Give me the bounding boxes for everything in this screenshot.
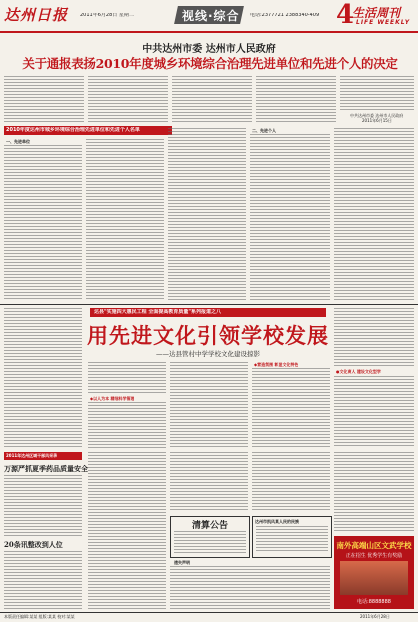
- phone-line: 电话:2377721 2388340-409: [250, 13, 320, 18]
- list-col-1: [4, 145, 82, 300]
- weekly-number: 4: [336, 0, 355, 30]
- left-lead-col: [4, 308, 82, 448]
- left-banner-text: 2011年达州区域干部风采录: [6, 453, 58, 458]
- feature-right-col: [334, 308, 414, 366]
- notice-2-body: [256, 526, 328, 553]
- notice-headline: 关于通报表扬2010年度城乡环境综合治理先进单位和先进个人的决定: [22, 56, 398, 71]
- feature-headline: 用先进文化引领学校发展: [87, 323, 329, 348]
- feature-body-col-2: [170, 362, 248, 448]
- feature-subtitle: ——达县管村中学学校文化建设掠影: [156, 350, 260, 358]
- feature-side-head-2: ◆营造氛围 彰显文化特色: [254, 362, 299, 367]
- weekly-en: LIFE WEEKLY: [356, 19, 411, 26]
- section-tag-label: 视线·综合: [182, 9, 240, 23]
- list-col-4: [250, 134, 330, 300]
- notice-intro-col-4: [256, 76, 336, 122]
- notice-kicker: 中共达州市委 达州市人民政府: [142, 44, 276, 55]
- footer-rule: [0, 612, 418, 613]
- notice-intro-col-3: [172, 76, 252, 122]
- list-col-5: [334, 128, 414, 300]
- lower-col-3: [252, 452, 330, 512]
- notice-intro-col-2: [88, 76, 168, 122]
- list-col-2: [86, 139, 164, 300]
- left-body-1: [4, 475, 82, 537]
- list-banner-text: 2010年度达州市城乡环境综合治理先进单位和先进个人名单: [6, 127, 140, 133]
- section-divider-1: [0, 304, 418, 305]
- notice-signature-org: 中共达州市委 达州市人民政府: [350, 113, 404, 118]
- lower-col-1: [88, 452, 166, 609]
- notice-intro-col-5: [340, 76, 414, 112]
- footer-credits: 本版责任编辑:某某 组版:某某 校对:某某: [4, 614, 75, 619]
- notice-2-title: 达州市凯风某人民的民族: [255, 519, 299, 524]
- feature-body-col-1: [88, 362, 166, 394]
- notice-signature-date: 2011年6月15日: [362, 118, 392, 123]
- footer-date: 2011年6月28日: [360, 614, 390, 619]
- lower-col-4: [334, 452, 414, 532]
- feature-side-head-3: ●文化育人 建设文化型学: [336, 369, 381, 374]
- notice-yishi-body: [170, 566, 330, 609]
- notice-yishi-title: 遗失声明: [174, 560, 190, 565]
- lower-col-2: [170, 452, 248, 512]
- left-head-1: 万源严抓夏季药品质量安全: [4, 464, 88, 473]
- notice-qingsuan-body: [174, 531, 246, 553]
- school-ad-subtitle: 正在招生 优秀学生有奖励: [345, 553, 403, 559]
- list-subhead-units: 一、先进单位: [6, 139, 30, 144]
- feature-banner-text: 达县"实施四大惠民工程 全面提高教育质量"系列报道之八: [94, 309, 221, 315]
- masthead: [0, 0, 418, 34]
- notice-intro-col-1: [4, 76, 84, 122]
- weekly-title: 生活周刊: [352, 6, 401, 20]
- feature-body-col-3: [252, 368, 330, 448]
- list-col-3: [168, 128, 246, 300]
- feature-body-col-1b: [88, 402, 166, 448]
- feature-side-head-1: ◆以人为本 精细科学管理: [90, 396, 135, 401]
- left-body-2: [4, 551, 82, 609]
- left-head-2: 20条讯整改到人位: [4, 540, 63, 549]
- notice-qingsuan-title: 清算公告: [191, 521, 228, 531]
- list-subhead-people: 二、先进个人: [252, 128, 276, 133]
- feature-right-col-2: [334, 376, 414, 448]
- newspaper-logo: 达州日报: [4, 6, 69, 24]
- masthead-rule: [0, 31, 418, 33]
- school-ad-title: 南外高端山区文武学校: [336, 541, 412, 550]
- school-ad-photo: [340, 561, 408, 595]
- date-line: 2011年6月28日 星期二: [80, 13, 134, 18]
- school-ad-phone: 电话:8888888: [357, 599, 391, 605]
